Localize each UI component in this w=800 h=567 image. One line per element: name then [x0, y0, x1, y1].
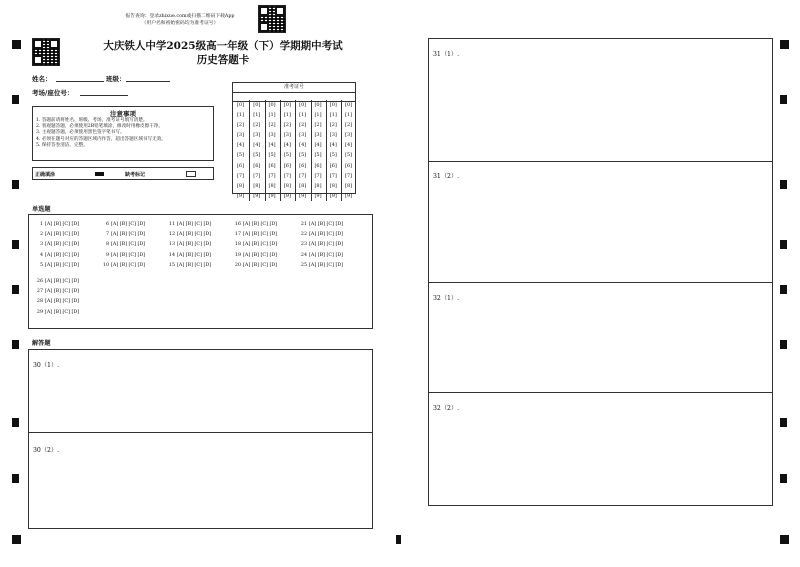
answer-box-30[interactable] — [28, 349, 373, 529]
answer-divider — [429, 392, 772, 393]
exam-digit-bubble[interactable]: [5] — [283, 152, 291, 159]
exam-digit-bubble[interactable]: [5] — [314, 152, 322, 159]
question-number: 20 — [234, 262, 241, 268]
question-number: 22 — [300, 232, 307, 238]
exam-digit-bubble[interactable]: [7] — [299, 172, 307, 179]
exam-digit-bubble[interactable]: [5] — [236, 152, 245, 159]
option-bubbles[interactable]: [A] [B] [C] [D] — [111, 232, 146, 238]
absent-mark-label: 缺考标记 — [125, 172, 146, 178]
option-bubbles[interactable]: [A] [B] [C] [D] — [243, 252, 278, 258]
option-bubbles[interactable]: [A] [B] [C] [D] — [177, 242, 212, 248]
option-bubbles[interactable]: [A] [B] [C] [D] — [111, 222, 146, 227]
report-notice-line1: 报告查询：登录zhixue.com或扫描二维码下载App — [125, 14, 235, 19]
answer-section-title: 解答题 — [32, 340, 51, 347]
question-number: 24 — [300, 252, 307, 258]
exam-number-column — [280, 100, 294, 201]
question-number: 8 — [105, 242, 109, 248]
question-number: 4 — [39, 252, 43, 258]
exam-digit-bubble[interactable]: [8] — [314, 182, 322, 189]
exam-digit-bubble[interactable]: [8] — [236, 182, 245, 189]
question-number: 29 — [36, 309, 43, 315]
question-5 — [36, 263, 79, 268]
timing-mark — [780, 95, 787, 104]
exam-digit-bubble[interactable]: [5] — [253, 152, 261, 159]
answer-label-30-2: 30（2）. — [33, 447, 60, 454]
notice-line: 4. 必须在题号对应的答题区域内作答，超出答题区域书写无效。 — [36, 136, 166, 142]
option-bubbles[interactable]: [A] [B] [C] [D] — [111, 262, 146, 268]
exam-digit-bubble[interactable]: [0] — [299, 102, 307, 108]
notice-line: 2. 客观题答题，必须使用2B铅笔填涂，修改时用橡皮擦干净。 — [36, 124, 163, 130]
exam-digit-bubble[interactable]: [1] — [345, 112, 353, 119]
question-2 — [36, 232, 79, 237]
option-bubbles[interactable]: [A] [B] [C] [D] — [45, 252, 80, 258]
question-number: 12 — [168, 232, 175, 238]
exam-digit-bubble[interactable]: [2] — [299, 122, 307, 129]
question-number: 17 — [234, 232, 241, 238]
option-bubbles[interactable]: [A] [B] [C] [D] — [45, 242, 80, 248]
question-17 — [234, 232, 277, 237]
exam-digit-bubble[interactable]: [3] — [268, 132, 276, 139]
answer-label-31-1: 31（1）. — [433, 51, 460, 58]
corner-mark — [780, 40, 789, 49]
question-21 — [300, 222, 343, 227]
exam-digit-bubble[interactable]: [4] — [314, 142, 322, 149]
option-bubbles[interactable]: [A] [B] [C] [D] — [45, 289, 80, 295]
exam-digit-bubble[interactable]: [1] — [253, 112, 261, 119]
exam-number-column — [341, 100, 355, 201]
question-number: 23 — [300, 242, 307, 248]
exam-digit-bubble[interactable]: [0] — [253, 102, 261, 108]
answer-box-31-32[interactable] — [428, 38, 773, 506]
answer-label-32-1: 32（1）. — [433, 295, 460, 302]
question-8 — [102, 242, 145, 247]
exam-digit-bubble[interactable]: [0] — [314, 102, 322, 108]
option-bubbles[interactable]: [A] [B] [C] [D] — [309, 252, 344, 258]
correct-fill-sample — [95, 172, 104, 176]
exam-digit-bubble[interactable]: [2] — [314, 122, 322, 129]
exam-digit-bubble[interactable]: [8] — [268, 182, 276, 189]
exam-digit-bubble[interactable]: [1] — [329, 112, 337, 119]
exam-digit-bubble[interactable]: [6] — [283, 162, 291, 169]
question-29 — [36, 310, 79, 315]
option-bubbles[interactable]: [A] [B] [C] [D] — [111, 242, 146, 248]
exam-digit-bubble[interactable]: [5] — [345, 152, 353, 159]
answer-divider — [429, 282, 772, 283]
exam-digit-bubble[interactable]: [9] — [253, 192, 261, 199]
exam-digit-bubble[interactable]: [6] — [236, 162, 245, 169]
question-19 — [234, 253, 277, 258]
question-number: 3 — [39, 242, 43, 248]
corner-mark — [12, 40, 21, 49]
exam-number-column — [234, 100, 247, 201]
exam-digit-bubble[interactable]: [6] — [268, 162, 276, 169]
question-26 — [36, 279, 79, 284]
exam-digit-bubble[interactable]: [0] — [236, 102, 245, 108]
exam-digit-bubble[interactable]: [5] — [329, 152, 337, 159]
timing-mark — [12, 180, 19, 189]
question-24 — [300, 253, 343, 258]
exam-number-column — [311, 100, 325, 201]
notice-line: 3. 主观题答题，必须使用黑色签字笔书写。 — [36, 130, 125, 136]
seat-label: 考场/座位号： — [32, 89, 74, 97]
question-number: 5 — [39, 262, 43, 268]
question-number: 27 — [36, 289, 43, 295]
notice-box — [32, 106, 214, 161]
correct-fill-label: 正确填涂 — [35, 172, 56, 178]
question-number: 26 — [36, 279, 43, 284]
exam-digit-bubble[interactable]: [2] — [253, 122, 261, 129]
exam-number-column — [326, 100, 340, 201]
option-bubbles[interactable]: [A] [B] [C] [D] — [309, 242, 344, 248]
exam-digit-bubble[interactable]: [1] — [268, 112, 276, 119]
answer-label-32-2: 32（2）. — [433, 405, 460, 412]
option-bubbles[interactable]: [A] [B] [C] [D] — [45, 309, 80, 315]
question-number: 18 — [234, 242, 241, 248]
question-13 — [168, 242, 211, 247]
exam-digit-bubble[interactable]: [8] — [253, 182, 261, 189]
question-7 — [102, 232, 145, 237]
exam-digit-bubble[interactable]: [2] — [268, 122, 276, 129]
timing-mark — [12, 285, 19, 294]
notice-title: 注意事项 — [110, 110, 136, 118]
exam-digit-bubble[interactable]: [3] — [283, 132, 291, 139]
answer-divider — [429, 161, 772, 162]
exam-digit-bubble[interactable]: [8] — [283, 182, 291, 189]
exam-digit-bubble[interactable]: [2] — [236, 122, 245, 129]
exam-digit-bubble[interactable]: [4] — [329, 142, 337, 149]
question-number: 16 — [234, 222, 241, 227]
exam-digit-bubble[interactable]: [5] — [299, 152, 307, 159]
question-15 — [168, 263, 211, 268]
question-6 — [102, 222, 145, 227]
name-field[interactable] — [56, 81, 104, 82]
notice-line: 1. 答题前请将姓名、班级、考场、准考证号填写清楚。 — [36, 118, 148, 123]
name-label: 姓名： — [32, 75, 52, 83]
exam-number-column — [295, 100, 309, 201]
exam-digit-bubble[interactable]: [6] — [345, 162, 353, 169]
option-bubbles[interactable]: [A] [B] [C] [D] — [309, 222, 344, 227]
exam-digit-bubble[interactable]: [7] — [314, 172, 322, 179]
option-bubbles[interactable]: [A] [B] [C] [D] — [243, 242, 278, 248]
question-number: 15 — [168, 262, 175, 268]
exam-digit-bubble[interactable]: [4] — [253, 142, 261, 149]
question-number: 9 — [105, 252, 109, 258]
exam-digit-bubble[interactable]: [2] — [329, 122, 337, 129]
question-16 — [234, 222, 277, 227]
option-bubbles[interactable]: [A] [B] [C] [D] — [45, 279, 80, 284]
exam-digit-bubble[interactable]: [7] — [236, 172, 245, 179]
question-number: 14 — [168, 252, 175, 258]
question-9 — [102, 253, 145, 258]
exam-digit-bubble[interactable]: [8] — [345, 182, 353, 189]
exam-digit-bubble[interactable]: [9] — [236, 192, 245, 199]
question-number: 28 — [36, 299, 43, 305]
question-14 — [168, 253, 211, 258]
timing-mark — [780, 180, 787, 189]
exam-digit-bubble[interactable]: [7] — [268, 172, 276, 179]
timing-mark — [780, 474, 787, 483]
exam-digit-bubble[interactable]: [1] — [299, 112, 307, 119]
question-number: 19 — [234, 252, 241, 258]
option-bubbles[interactable]: [A] [B] [C] [D] — [45, 262, 80, 268]
exam-digit-bubble[interactable]: [6] — [314, 162, 322, 169]
option-bubbles[interactable]: [A] [B] [C] [D] — [45, 222, 80, 227]
exam-digit-bubble[interactable]: [3] — [299, 132, 307, 139]
option-bubbles[interactable]: [A] [B] [C] [D] — [177, 222, 212, 227]
exam-subtitle: 历史答题卡 — [196, 54, 250, 66]
exam-digit-bubble[interactable]: [5] — [268, 152, 276, 159]
exam-digit-bubble[interactable]: [9] — [299, 192, 307, 199]
option-bubbles[interactable]: [A] [B] [C] [D] — [243, 262, 278, 268]
exam-digit-bubble[interactable]: [7] — [329, 172, 337, 179]
exam-number-column — [249, 100, 263, 201]
question-23 — [300, 242, 343, 247]
notice-line: 5. 保持答卷清洁、完整。 — [36, 142, 88, 148]
question-number: 2 — [39, 232, 43, 238]
exam-digit-bubble[interactable]: [9] — [329, 192, 337, 199]
question-3 — [36, 242, 79, 247]
exam-digit-bubble[interactable]: [9] — [268, 192, 276, 199]
absent-mark-checkbox[interactable] — [186, 171, 196, 177]
exam-number-title: 准考证号 — [233, 83, 355, 93]
question-number: 13 — [168, 242, 175, 248]
exam-digit-bubble[interactable]: [0] — [283, 102, 291, 108]
exam-digit-bubble[interactable]: [4] — [283, 142, 291, 149]
question-18 — [234, 242, 277, 247]
question-22 — [300, 232, 343, 237]
single-choice-title: 单选题 — [32, 206, 51, 213]
corner-mark — [780, 535, 789, 544]
exam-digit-bubble[interactable]: [9] — [314, 192, 322, 199]
timing-mark — [12, 240, 19, 249]
timing-mark — [780, 240, 787, 249]
option-bubbles[interactable]: [A] [B] [C] [D] — [45, 232, 80, 238]
exam-digit-bubble[interactable]: [8] — [299, 182, 307, 189]
exam-number-column — [265, 100, 279, 201]
option-bubbles[interactable]: [A] [B] [C] [D] — [177, 262, 212, 268]
question-1 — [36, 222, 79, 227]
exam-digit-bubble[interactable]: [4] — [268, 142, 276, 149]
option-bubbles[interactable]: [A] [B] [C] [D] — [45, 299, 80, 305]
class-label: 班级： — [106, 75, 126, 83]
timing-mark — [396, 535, 401, 544]
report-notice-line2: （用户名和初始密码均为准考证号） — [141, 21, 219, 26]
exam-digit-bubble[interactable]: [6] — [253, 162, 261, 169]
exam-digit-bubble[interactable]: [7] — [345, 172, 353, 179]
timing-mark — [12, 474, 19, 483]
student-qr-code — [32, 38, 60, 66]
exam-digit-bubble[interactable]: [3] — [253, 132, 261, 139]
exam-digit-bubble[interactable]: [1] — [236, 112, 245, 119]
exam-digit-bubble[interactable]: [4] — [236, 142, 245, 149]
exam-digit-bubble[interactable]: [3] — [314, 132, 322, 139]
exam-digit-bubble[interactable]: [3] — [236, 132, 245, 139]
exam-digit-bubble[interactable]: [9] — [345, 192, 353, 199]
question-number: 7 — [105, 232, 109, 238]
fill-legend-box — [32, 167, 214, 180]
option-bubbles[interactable]: [A] [B] [C] [D] — [243, 222, 278, 227]
question-28 — [36, 299, 79, 304]
exam-digit-bubble[interactable]: [4] — [345, 142, 353, 149]
question-number: 10 — [102, 262, 109, 268]
option-bubbles[interactable]: [A] [B] [C] [D] — [243, 232, 278, 238]
question-11 — [168, 222, 211, 227]
question-20 — [234, 263, 277, 268]
option-bubbles[interactable]: [A] [B] [C] [D] — [177, 232, 212, 238]
question-10 — [102, 263, 145, 268]
seat-field[interactable] — [80, 95, 128, 96]
timing-mark — [780, 340, 787, 349]
download-qr-code — [258, 5, 286, 33]
timing-mark — [12, 418, 19, 427]
question-4 — [36, 253, 79, 258]
option-bubbles[interactable]: [A] [B] [C] [D] — [177, 252, 212, 258]
question-number: 21 — [300, 222, 307, 227]
question-25 — [300, 263, 343, 268]
question-number: 11 — [168, 222, 175, 227]
exam-digit-bubble[interactable]: [3] — [345, 132, 353, 139]
option-bubbles[interactable]: [A] [B] [C] [D] — [111, 252, 146, 258]
exam-digit-bubble[interactable]: [2] — [345, 122, 353, 129]
answer-divider — [29, 432, 372, 433]
timing-mark — [12, 95, 19, 104]
timing-mark — [12, 340, 19, 349]
answer-label-31-2: 31（2）. — [433, 173, 460, 180]
timing-mark — [780, 285, 787, 294]
exam-digit-bubble[interactable]: [3] — [329, 132, 337, 139]
exam-digit-bubble[interactable]: [7] — [253, 172, 261, 179]
answer-label-30-1: 30（1）. — [33, 362, 60, 369]
exam-digit-bubble[interactable]: [1] — [314, 112, 322, 119]
exam-digit-bubble[interactable]: [0] — [345, 102, 353, 108]
question-27 — [36, 289, 79, 294]
exam-digit-bubble[interactable]: [6] — [329, 162, 337, 169]
exam-digit-bubble[interactable]: [0] — [268, 102, 276, 108]
exam-digit-bubble[interactable]: [9] — [283, 192, 291, 199]
timing-mark — [780, 418, 787, 427]
exam-digit-bubble[interactable]: [0] — [329, 102, 337, 108]
exam-digit-bubble[interactable]: [2] — [283, 122, 291, 129]
question-number: 25 — [300, 262, 307, 268]
option-bubbles[interactable]: [A] [B] [C] [D] — [309, 232, 344, 238]
corner-mark — [12, 535, 21, 544]
question-12 — [168, 232, 211, 237]
exam-digit-bubble[interactable]: [6] — [299, 162, 307, 169]
option-bubbles[interactable]: [A] [B] [C] [D] — [309, 262, 344, 268]
question-number: 1 — [39, 222, 43, 227]
exam-digit-bubble[interactable]: [1] — [283, 112, 291, 119]
exam-title: 大庆铁人中学2025级高一年级（下）学期期中考试 — [103, 40, 343, 52]
class-field[interactable] — [126, 81, 170, 82]
exam-digit-bubble[interactable]: [8] — [329, 182, 337, 189]
exam-digit-bubble[interactable]: [7] — [283, 172, 291, 179]
question-number: 6 — [105, 222, 109, 227]
exam-digit-bubble[interactable]: [4] — [299, 142, 307, 149]
